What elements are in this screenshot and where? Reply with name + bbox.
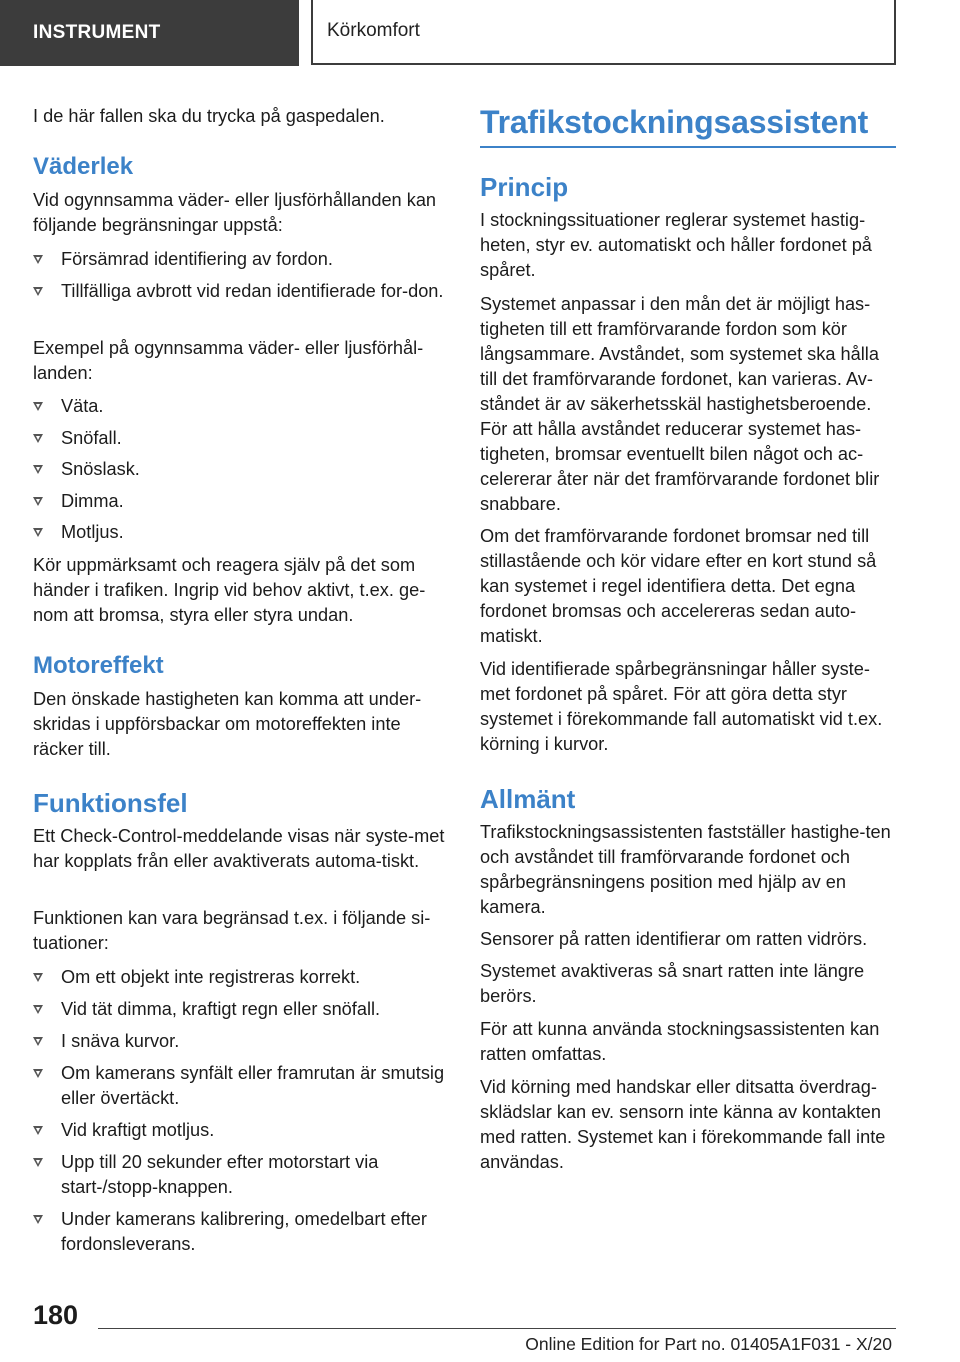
list-item: Under kamerans kalibrering, omedelbart efter fordonsleverans.: [33, 1207, 445, 1257]
general-text-3: Systemet avaktiveras så snart ratten inte längre berörs.: [480, 961, 865, 1006]
list-item: Snöslask.: [33, 457, 445, 482]
triangle-bullet-icon: [33, 497, 43, 506]
triangle-bullet-icon: [33, 973, 43, 982]
weather-text: Vid ogynnsamma väder- eller ljusförhållanden kan följande begränsningar uppstå:: [33, 190, 437, 235]
triangle-bullet-icon: [33, 1005, 43, 1014]
list-item: Upp till 20 sekunder efter motorstart via start-/stopp-knappen.: [33, 1150, 445, 1200]
triangle-bullet-icon: [33, 1126, 43, 1135]
list-item: Väta.: [33, 394, 445, 419]
triangle-bullet-icon: [33, 402, 43, 411]
fault-text-2: Funktionen kan vara begränsad t.ex. i följande si-tuationer:: [33, 908, 431, 953]
heading-fault: Funktionsfel: [33, 788, 188, 818]
intro-text: I de här fallen ska du trycka på gaspedalen.: [33, 106, 385, 126]
general-text-2: Sensorer på ratten identifierar om ratten vidrörs.: [480, 929, 868, 949]
page-number: 180: [33, 1300, 79, 1330]
triangle-bullet-icon: [33, 1037, 43, 1046]
footer-edition: Online Edition for Part no. 01405A1F031 - X/20: [525, 1334, 892, 1354]
heading-engine: Motoreffekt: [33, 652, 164, 679]
list-item: Försämrad identifiering av fordon.: [33, 247, 445, 272]
advice-text: Kör uppmärksamt och reagera själv på det som händer i trafiken. Ingrip vid behov aktivt, t.ex. ge-nom att bromsa, styra eller styra undan.: [33, 555, 426, 625]
principle-text-1: I stockningssituationer reglerar systemet hastig-heten, styr ev. automatiskt och håller fordonet på spåret.: [480, 210, 872, 280]
heading-principle: Princip: [480, 172, 569, 202]
general-text-5: Vid körning med handskar eller ditsatta överdrag-sklädslar kan ev. sensorn inte känna av kontakten med ratten. Systemet kan i förekommande fall inte användas.: [480, 1077, 886, 1172]
list-item: Om kamerans synfält eller framrutan är smutsig eller övertäckt.: [33, 1061, 445, 1111]
section-title: Trafikstockningsassistent: [480, 104, 869, 140]
list-item: Om ett objekt inte registreras korrekt.: [33, 965, 445, 990]
list-item: Snöfall.: [33, 426, 445, 451]
examples-intro: Exempel på ogynnsamma väder- eller ljusförhål-landen:: [33, 338, 424, 383]
section-tab: INSTRUMENT: [0, 0, 299, 66]
general-text-4: För att kunna använda stockningsassistenten kan ratten omfattas.: [480, 1019, 880, 1064]
list-item: Dimma.: [33, 489, 445, 514]
triangle-bullet-icon: [33, 465, 43, 474]
list-item: Vid tät dimma, kraftigt regn eller snöfall.: [33, 997, 445, 1022]
fault-text-1: Ett Check-Control-meddelande visas när syste-met har kopplats från eller avaktiverats automa-tiskt.: [33, 826, 445, 871]
list-item: I snäva kurvor.: [33, 1029, 445, 1054]
title-divider: [480, 146, 896, 148]
list-item: Tillfälliga avbrott vid redan identifierade for-don.: [33, 279, 445, 304]
principle-text-4: Vid identifierade spårbegränsningar håller syste-met fordonet på spåret. För att göra detta styr systemet i förekommande fall automatiskt vid t.ex. körning i kurvor.: [480, 659, 883, 754]
heading-general: Allmänt: [480, 784, 576, 814]
principle-text-3: Om det framförvarande fordonet bromsar ned till stillastående och kör vidare efter en kort stund så kan systemet i regel identifiera detta. Det egna fordonet bromsas och accelereras sedan auto-matiskt.: [480, 526, 877, 646]
heading-weather: Väderlek: [33, 153, 134, 180]
triangle-bullet-icon: [33, 1215, 43, 1224]
chapter-tab: Körkomfort: [311, 0, 896, 65]
list-item: Vid kraftigt motljus.: [33, 1118, 445, 1143]
triangle-bullet-icon: [33, 434, 43, 443]
engine-text: Den önskade hastigheten kan komma att under-skridas i uppförsbackar om motoreffekten inte räcker till.: [33, 689, 422, 759]
triangle-bullet-icon: [33, 1158, 43, 1167]
triangle-bullet-icon: [33, 287, 43, 296]
principle-text-2: Systemet anpassar i den mån det är möjligt has-tigheten till ett framförvarande fordon som kör långsammare. Avståndet, som systemet ska hålla till det framförvarande fordonet, kan varieras. Av-ståndet är av säkerhetsskäl hastighetsberoende. För att hålla avståndet reducerar systemet has-tigheten, bromsar eventuellt bilen något och ac-celererar åter när det framförvarande fordonet blir snabbare.: [480, 294, 880, 514]
footer-divider: [98, 1328, 896, 1329]
page-header: [0, 0, 960, 66]
triangle-bullet-icon: [33, 255, 43, 264]
triangle-bullet-icon: [33, 1069, 43, 1078]
list-item: Motljus.: [33, 520, 445, 545]
general-text-1: Trafikstockningsassistenten fastställer hastighe-ten och avståndet till framförvarande fordonet och spårbegränsningens position med hjälp av en kamera.: [480, 822, 891, 917]
triangle-bullet-icon: [33, 528, 43, 537]
